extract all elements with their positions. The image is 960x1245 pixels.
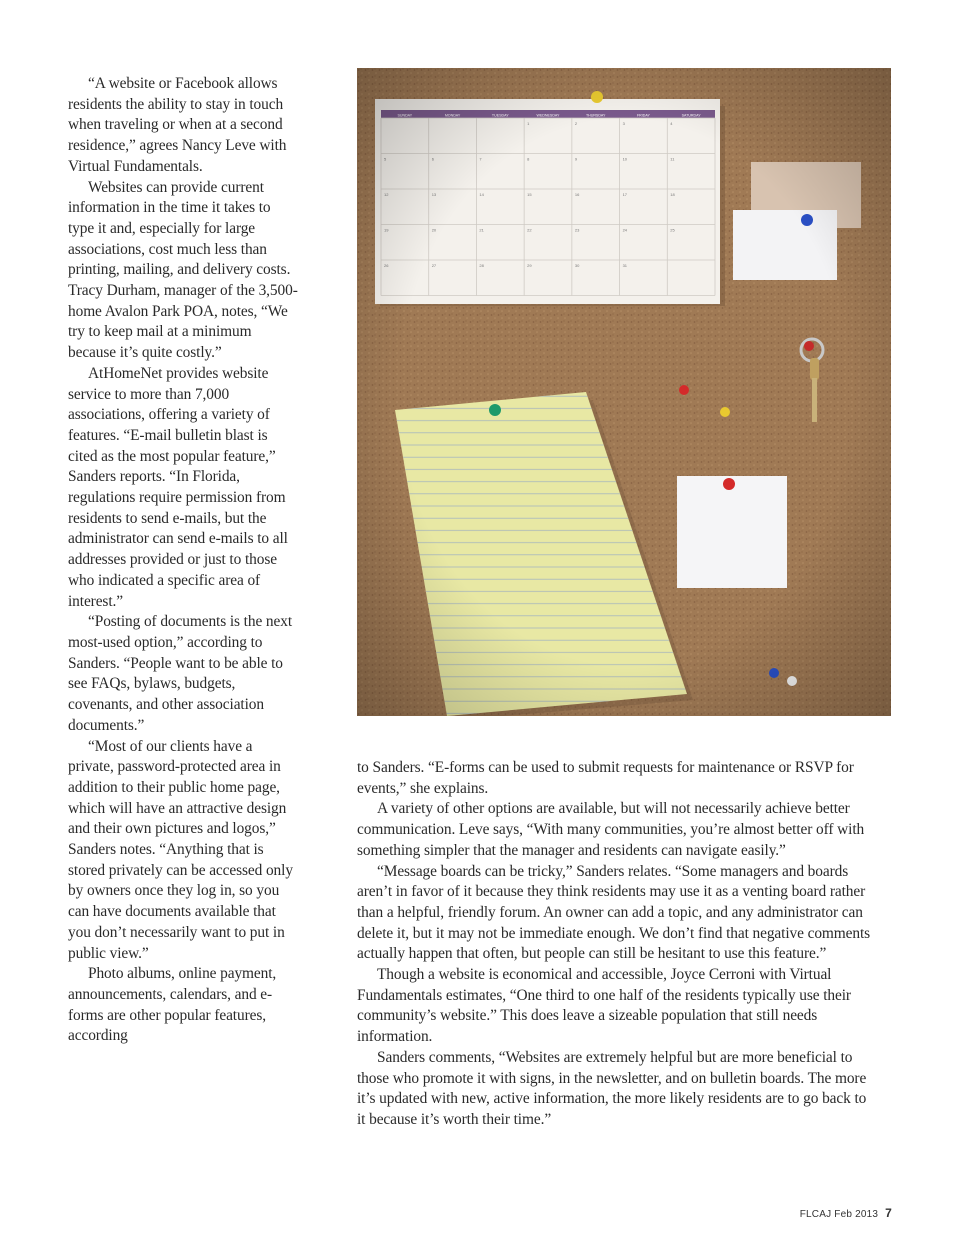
paragraph: Photo albums, online payment, announcements, calendars, and e-forms are other popular features, according xyxy=(68,965,277,1045)
corkboard-photo xyxy=(357,68,891,716)
paragraph: “Posting of documents is the next most-used option,” according to Sanders. “People want to be able to see FAQs, bylaws, budgets, covenants, and other association documents.” xyxy=(68,613,293,734)
publication-name: FLCAJ xyxy=(799,1209,832,1220)
issue-date: Feb 2013 xyxy=(834,1209,879,1220)
paragraph: AtHomeNet provides website service to more than 7,000 associations, offering a variety of features. “E-mail bulletin blast is cited as the most popular feature,” Sanders reports. “In Florida, regulations require permission from residents to send e-mails, but the administrator can send e-mails to all addresses provided or just to those who indicated a specific area of interest.” xyxy=(68,364,288,610)
paragraph: “Most of our clients have a private, password-protected area in addition to their public home page, which will have an attractive design and their own pictures and logos,” Sanders notes. “Anything that is stored privately can be accessed only by owners once they log in, so you can have documents available that you don’t necessarily want to put in public view.” xyxy=(68,737,293,962)
corkboard-illustration xyxy=(357,68,891,716)
paragraph: Websites can provide current information in the time it takes to type it and, especially for large associations, cost much less than printing, mailing, and delivery costs. Tracy Durham, manager of the 3,500-home Avalon Park POA, notes, “We try to keep mail at a minimum because it’s quite costly.” xyxy=(68,178,298,362)
paragraph: Though a website is economical and accessible, Joyce Cerroni with Virtual Fundamentals estimates, “One third to one half of the residents typically use their community’s website.” This does leave a sizeable population that still needs information. xyxy=(357,966,851,1046)
left-text-column xyxy=(68,74,300,1047)
paragraph: “A website or Facebook allows residents the ability to stay in touch when traveling or when at a second residence,” agrees Nancy Leve with Virtual Fundamentals. xyxy=(68,75,287,175)
paragraph: to Sanders. “E-forms can be used to submit requests for maintenance or RSVP for events,” she explains. xyxy=(357,759,854,797)
page-number: 7 xyxy=(885,1206,892,1220)
right-text-column xyxy=(357,758,877,1131)
paragraph: Sanders comments, “Websites are extremely helpful but are more beneficial to those who promote it with signs, in the newsletter, and on bulletin boards. The more it’s updated with new, active information, the more likely residents are to go back to it because it’s worth their time.” xyxy=(357,1048,867,1128)
page-footer xyxy=(800,1206,892,1220)
paragraph: A variety of other options are available, but will not necessarily achieve better communication. Leve says, “With many communities, you’re almost better off with something simpler that the manager and residents can navigate easily.” xyxy=(357,800,865,859)
paragraph: “Message boards can be tricky,” Sanders relates. “Some managers and boards aren’t in favor of it because they think residents may use it as a venting board rather than a helpful, friendly forum. An owner can add a topic, and any administrator can delete it, but it may not be immediate enough. We don’t find that negative comments actually happen that often, but people can still be hesitant to use this feature.” xyxy=(357,862,871,963)
